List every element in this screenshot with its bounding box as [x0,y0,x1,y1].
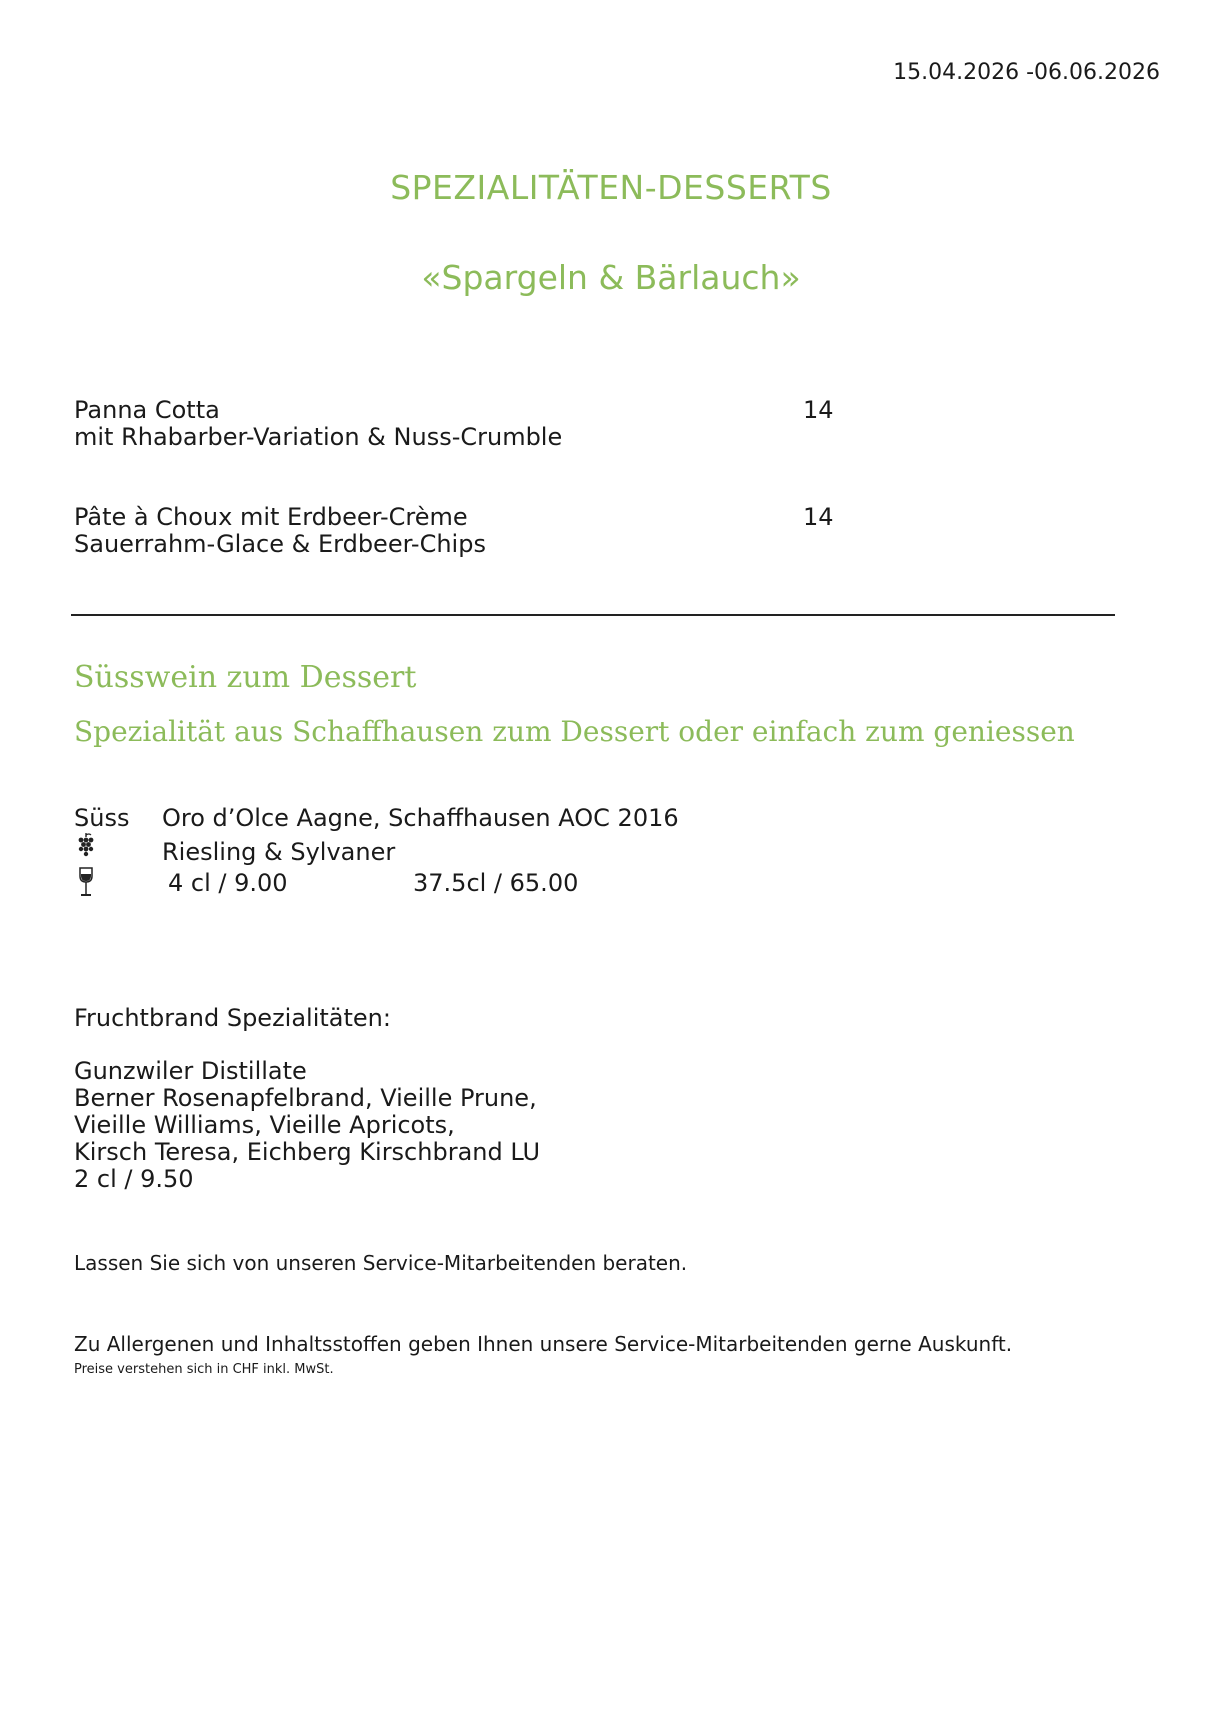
dessert-price: 14 [803,503,834,531]
dessert-item-1 [74,397,562,451]
fruchtbrand-heading: Fruchtbrand Spezialitäten: [74,1004,391,1032]
wine-glass-icon [78,867,94,897]
list-item: 2 cl / 9.50 [74,1165,194,1193]
fruchtbrand-list [74,1058,540,1193]
grapes-icon [76,832,96,858]
list-item: Vieille Williams, Vieille Apricots, [74,1111,455,1139]
list-item: Kirsch Teresa, Eichberg Kirschbrand LU [74,1138,541,1166]
dessert-description: Sauerrahm-Glace & Erdbeer-Chips [74,530,486,558]
price-note: Preise verstehen sich in CHF inkl. MwSt. [74,1362,334,1377]
list-item: Gunzwiler Distillate [74,1057,307,1085]
section-divider [71,614,1115,616]
dessert-name: Pâte à Choux mit Erdbeer-Crème [74,503,468,531]
dessert-price: 14 [803,396,834,424]
page-title: SPEZIALITÄTEN-DESSERTS [390,168,832,207]
wine-name: Oro d’Olce Aagne, Schaffhausen AOC 2016 [162,804,679,832]
wine-price-37cl: 37.5cl / 65.00 [413,869,579,897]
list-item: Berner Rosenapfelbrand, Vieille Prune, [74,1084,537,1112]
dessert-item-2 [74,504,486,558]
dessert-description: mit Rhabarber-Variation & Nuss-Crumble [74,423,563,451]
advice-note: Lassen Sie sich von unseren Service-Mitarbeitenden beraten. [74,1251,688,1275]
dessert-name: Panna Cotta [74,396,220,424]
wine-section-subtitle: Spezialität aus Schaffhausen zum Dessert oder einfach zum geniessen [74,715,1075,748]
date-range: 15.04.2026 -06.06.2026 [893,60,1160,85]
wine-grapes: Riesling & Sylvaner [162,838,396,866]
wine-section-title: Süsswein zum Dessert [74,660,417,695]
allergen-note: Zu Allergenen und Inhaltsstoffen geben Ihnen unsere Service-Mitarbeitenden gerne Auskunft. [74,1332,1013,1356]
page-subtitle: «Spargeln & Bärlauch» [421,258,801,297]
wine-type-label: Süss [74,804,130,832]
wine-price-4cl: 4 cl / 9.00 [168,869,288,897]
